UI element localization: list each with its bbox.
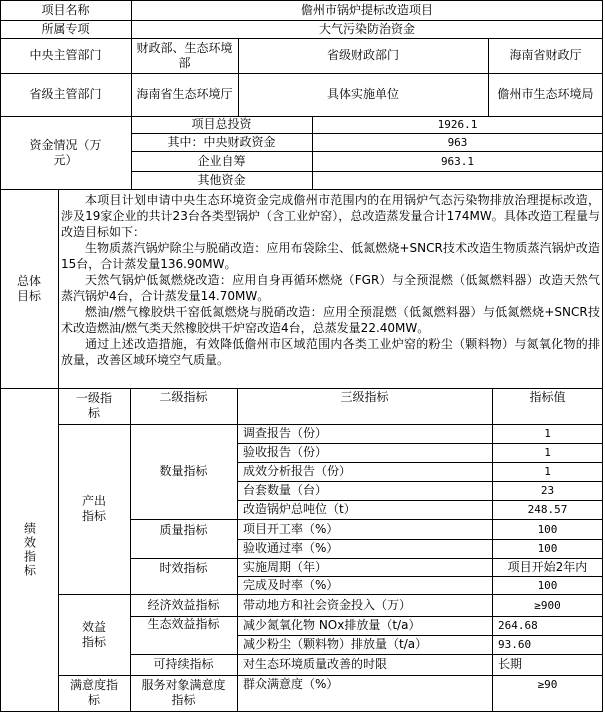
indicator-name: 改造锅炉总吨位（t） xyxy=(243,502,356,516)
indicator-name: 减少氮氧化物 NOx排放量（t/a） xyxy=(243,618,421,632)
indicator-value: 100 xyxy=(537,578,558,592)
satisfaction-indicator-label: 满意度指标 xyxy=(69,678,118,707)
goals-paragraph: 燃油/燃气橡胶烘干窑低氮燃烧与脱硝改造：应用全预混燃（低氮燃料器）与低氮燃烧+SNCR技术改造燃油/燃气类天然橡胶烘干炉窑改造4台，总蒸发量22.40MW。 xyxy=(61,305,600,335)
header-level1: 一级指标 xyxy=(76,391,113,420)
quantity-indicator-label: 数量指标 xyxy=(159,464,208,478)
header-level3: 三级指标 xyxy=(340,390,389,404)
provincial-dept: 海南省生态环境厅 xyxy=(136,87,233,101)
implementing-unit: 儋州市生态环境局 xyxy=(497,87,594,101)
indicator-value: 1 xyxy=(544,427,551,440)
project-name: 儋州市锅炉提标改造项目 xyxy=(300,2,433,17)
goals-paragraph: 生物质蒸汽锅炉除尘与脱硝改造：应用布袋除尘、低氮燃烧+SNCR技术改造生物质蒸汽锅炉改造15台，合计蒸发量136.90MW。 xyxy=(61,241,600,271)
central-dept: 财政部、生态环境部 xyxy=(136,40,233,70)
indicator-value: 1 xyxy=(544,465,551,478)
indicator-name: 带动地方和社会资金投入（万） xyxy=(243,597,412,612)
fund-label: 所属专项 xyxy=(41,21,90,36)
indicator-value: 23 xyxy=(540,484,555,497)
indicator-value: 93.60 xyxy=(498,638,532,651)
indicator-name: 验收通过率（%） xyxy=(243,541,339,555)
service-satisfaction-label: 服务对象满意度指标 xyxy=(141,678,226,707)
indicator-name: 群众满意度（%） xyxy=(243,677,339,691)
indicator-name: 验收报告（份） xyxy=(243,445,328,459)
performance-label: 绩效指标 xyxy=(22,521,37,578)
indicator-name: 项目开工率（%） xyxy=(243,521,339,536)
funding-row-value: 963.1 xyxy=(440,154,475,168)
indicator-value: 1 xyxy=(544,446,551,459)
indicator-name: 成效分析报告（份） xyxy=(243,464,352,478)
implementing-unit-label: 具体实施单位 xyxy=(326,87,399,101)
timeliness-indicator-label: 时效指标 xyxy=(159,561,208,575)
funding-label: 资金情况（万元） xyxy=(29,137,102,167)
funding-row-value: 1926.1 xyxy=(437,118,478,131)
indicator-name: 减少粉尘（颗料物）排放量（t/a） xyxy=(243,637,428,651)
quality-indicator-label: 质量指标 xyxy=(159,523,208,537)
sustainability-label: 可持续指标 xyxy=(153,657,214,671)
output-indicator-label: 产出指标 xyxy=(81,494,106,523)
funding-row-label: 企业自筹 xyxy=(197,153,246,168)
indicator-value: 项目开始2年内 xyxy=(507,559,588,574)
funding-row-label: 其他资金 xyxy=(197,172,246,187)
fund-name: 大气污染防治资金 xyxy=(318,21,415,36)
indicator-name: 实施周期（年） xyxy=(243,559,328,574)
indicator-value: 100 xyxy=(537,542,558,555)
goals-paragraph: 本项目计划申请中央生态环境资金完成儋州市范围内的在用锅炉气态污染物排放治理提标改造，涉及19家企业的共计23台各类型锅炉（含工业炉窑），总改造蒸发量合计174MW。具体改造工程量与改造目标如下： xyxy=(61,193,600,239)
funding-row-label: 其中：中央财政资金 xyxy=(167,134,276,149)
benefit-indicator-label: 效益指标 xyxy=(81,619,106,649)
indicator-value: ≥900 xyxy=(534,598,561,612)
indicator-name: 对生态环境质量改善的时限 xyxy=(243,657,388,671)
indicator-value: ≥90 xyxy=(537,678,558,691)
indicator-name: 台套数量（台） xyxy=(243,483,328,497)
ecological-benefit-label: 生态效益指标 xyxy=(147,617,220,631)
project-name-label: 项目名称 xyxy=(41,2,90,17)
header-level2: 二级指标 xyxy=(159,390,208,404)
indicator-value: 100 xyxy=(537,522,558,536)
economic-benefit-label: 经济效益指标 xyxy=(147,597,220,612)
indicator-value: 长期 xyxy=(498,657,523,671)
goals-paragraph: 天然气锅炉低氮燃烧改造：应用自身再循环燃烧（FGR）与全预混燃（低氮燃料器）改造天然气蒸汽锅炉4台，合计蒸发量14.70MW。 xyxy=(61,273,600,303)
central-dept-label: 中央主管部门 xyxy=(29,48,102,62)
indicator-name: 完成及时率（%） xyxy=(243,577,339,592)
provincial-finance: 海南省财政厅 xyxy=(509,48,582,62)
indicator-name: 调查报告（份） xyxy=(243,426,328,440)
indicator-value: 248.57 xyxy=(527,503,568,516)
indicator-value: 264.68 xyxy=(498,619,538,632)
funding-row-value: 963 xyxy=(447,135,468,149)
goals-paragraph: 通过上述改造措施，有效降低儋州市区域范围内各类工业炉窑的粉尘（颗料物）与氮氧化物的排放量，改善区域环境空气质量。 xyxy=(61,337,600,367)
provincial-finance-label: 省级财政部门 xyxy=(326,48,399,62)
provincial-dept-label: 省级主管部门 xyxy=(29,87,102,101)
header-value: 指标值 xyxy=(529,390,566,404)
funding-row-label: 项目总投资 xyxy=(191,117,252,131)
goals-label: 总体目标 xyxy=(16,273,41,303)
